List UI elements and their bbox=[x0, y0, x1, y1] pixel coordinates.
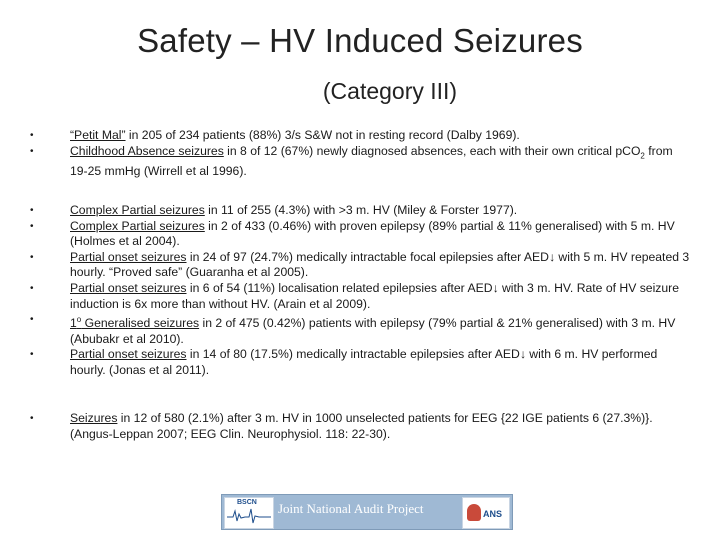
item-text: in 14 of 80 (17.5%) medically intractable epilepsies after AED↓ with 6 m. HV performed hourly. (Jonas et al 2011). bbox=[70, 347, 658, 377]
bullet-icon: • bbox=[30, 145, 34, 157]
item-heading-text: Generalised seizures bbox=[81, 316, 200, 331]
bscn-logo-text: BSCN bbox=[237, 499, 257, 506]
item-heading: Partial onset seizures bbox=[70, 280, 187, 295]
subtitle-text: (Category III) bbox=[322, 78, 458, 104]
seal-icon bbox=[467, 504, 481, 521]
item-heading: Seizures bbox=[70, 411, 118, 425]
item-text: in 24 of 97 (24.7%) medically intractable focal epilepsies after AED↓ with 5 m. HV repeated 3 hourly. “Proved safe” (Guaranha et al 2005). bbox=[70, 249, 690, 280]
item-heading: Partial onset seizures bbox=[70, 249, 187, 264]
bullet-icon: • bbox=[30, 220, 34, 232]
item-chem: CO bbox=[622, 143, 641, 158]
bullet-icon: • bbox=[30, 130, 34, 141]
item-heading-number: 1 bbox=[70, 316, 77, 331]
list-item bbox=[30, 219, 690, 250]
footer-banner bbox=[221, 494, 513, 530]
item-text: in 8 of 12 (67%) newly diagnosed absences, each with their own critical p bbox=[223, 143, 623, 158]
item-heading: Complex Partial seizures bbox=[70, 218, 205, 233]
bullet-icon: • bbox=[30, 349, 34, 361]
list-item bbox=[30, 203, 690, 219]
list-item bbox=[30, 281, 690, 312]
bullet-icon: • bbox=[30, 282, 34, 294]
item-heading: Childhood Absence seizures bbox=[70, 143, 224, 158]
item-text: in 11 of 255 (4.3%) with >3 m. HV (Miley & Forster 1977). bbox=[204, 203, 518, 217]
item-text: in 2 of 433 (0.46%) with proven epilepsy (89% partial & 11% generalised) with 5 m. HV (Holmes et al 2004). bbox=[70, 218, 675, 249]
ans-logo bbox=[462, 497, 510, 529]
item-heading: Partial onset seizures bbox=[70, 347, 187, 362]
bullet-icon: • bbox=[30, 314, 34, 326]
banner-title: Joint National Audit Project bbox=[278, 501, 424, 516]
bullet-icon: • bbox=[30, 205, 34, 216]
item-text: in 205 of 234 patients (88%) 3/s S&W not in resting record (Dalby 1969). bbox=[125, 128, 520, 142]
bullet-group-3 bbox=[30, 411, 690, 442]
bullet-group-1 bbox=[30, 128, 690, 179]
list-item bbox=[30, 347, 690, 378]
item-text: in 2 of 475 (0.42%) patients with epilepsy (79% partial & 21% generalised) with 3 m. HV (Abubakr et al 2010). bbox=[70, 316, 676, 346]
item-heading bbox=[70, 316, 199, 330]
bullet-icon: • bbox=[30, 251, 34, 263]
bullet-group-2 bbox=[30, 203, 690, 379]
item-heading: “Petit Mal” bbox=[70, 128, 126, 142]
list-item bbox=[30, 144, 690, 180]
list-item bbox=[30, 411, 690, 442]
item-text: in 6 of 54 (11%) localisation related epilepsies after AED↓ with 3 m. HV. Rate of HV seizure induction is 6x more than without HV. (Arain et al 2009). bbox=[70, 280, 679, 311]
item-heading-superscript: o bbox=[76, 315, 82, 325]
bscn-logo bbox=[224, 497, 274, 529]
list-item bbox=[30, 250, 690, 281]
item-text: in 12 of 580 (2.1%) after 3 m. HV in 1000 unselected patients for EEG {22 IGE patients 6 (27.3%)}. (Angus-Leppan 2007; EEG Clin. Neurophysiol. 118: 22-30). bbox=[70, 411, 653, 441]
list-item bbox=[30, 312, 690, 347]
list-item bbox=[30, 128, 690, 144]
item-heading: Complex Partial seizures bbox=[70, 203, 205, 217]
item-text-2: from 19-25 mmHg (Wirrell et al 1996). bbox=[70, 143, 673, 178]
slide-title: Safety – HV Induced Seizures bbox=[137, 22, 583, 59]
item-subscript: 2 bbox=[640, 151, 645, 161]
slide-subtitle bbox=[0, 78, 720, 105]
eeg-wave-icon bbox=[227, 507, 271, 525]
bullet-icon: • bbox=[30, 413, 34, 424]
ans-logo-text: ANS bbox=[483, 509, 503, 519]
